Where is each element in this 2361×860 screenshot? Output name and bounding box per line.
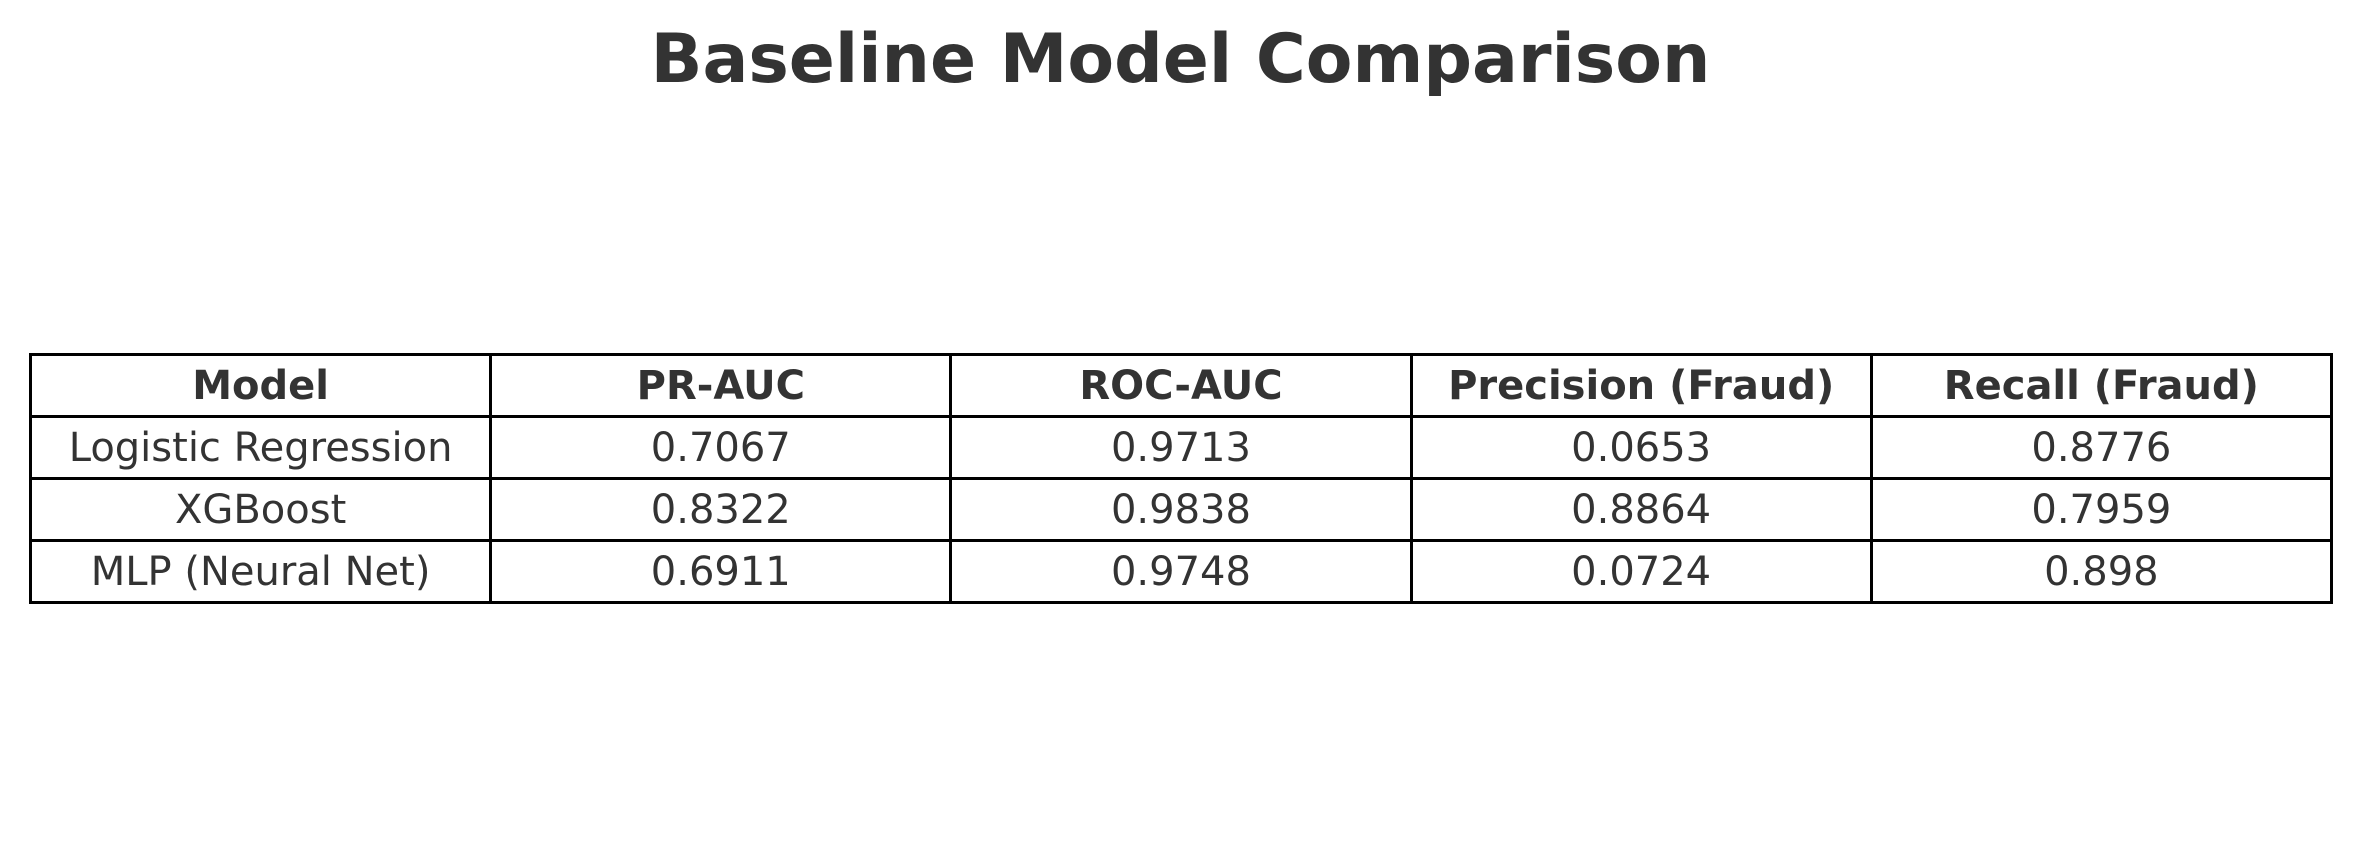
cell-pr-auc: 0.8322	[491, 479, 951, 541]
header-row	[31, 355, 2332, 417]
cell-model: Logistic Regression	[31, 417, 491, 479]
cell-roc-auc: 0.9748	[951, 541, 1411, 603]
header-model: Model	[31, 355, 491, 417]
header-recall-fraud: Recall (Fraud)	[1871, 355, 2331, 417]
cell-roc-auc: 0.9838	[951, 479, 1411, 541]
header-pr-auc: PR-AUC	[491, 355, 951, 417]
cell-model: XGBoost	[31, 479, 491, 541]
header-roc-auc: ROC-AUC	[951, 355, 1411, 417]
cell-precision-fraud: 0.8864	[1411, 479, 1871, 541]
table-row	[31, 541, 2332, 603]
cell-model: MLP (Neural Net)	[31, 541, 491, 603]
cell-pr-auc: 0.7067	[491, 417, 951, 479]
cell-recall-fraud: 0.898	[1871, 541, 2331, 603]
cell-roc-auc: 0.9713	[951, 417, 1411, 479]
cell-pr-auc: 0.6911	[491, 541, 951, 603]
cell-precision-fraud: 0.0724	[1411, 541, 1871, 603]
chart-title: Baseline Model Comparison	[650, 20, 1711, 99]
comparison-table	[29, 353, 2333, 604]
header-precision-fraud: Precision (Fraud)	[1411, 355, 1871, 417]
table-row	[31, 417, 2332, 479]
cell-precision-fraud: 0.0653	[1411, 417, 1871, 479]
cell-recall-fraud: 0.7959	[1871, 479, 2331, 541]
table-row	[31, 479, 2332, 541]
cell-recall-fraud: 0.8776	[1871, 417, 2331, 479]
